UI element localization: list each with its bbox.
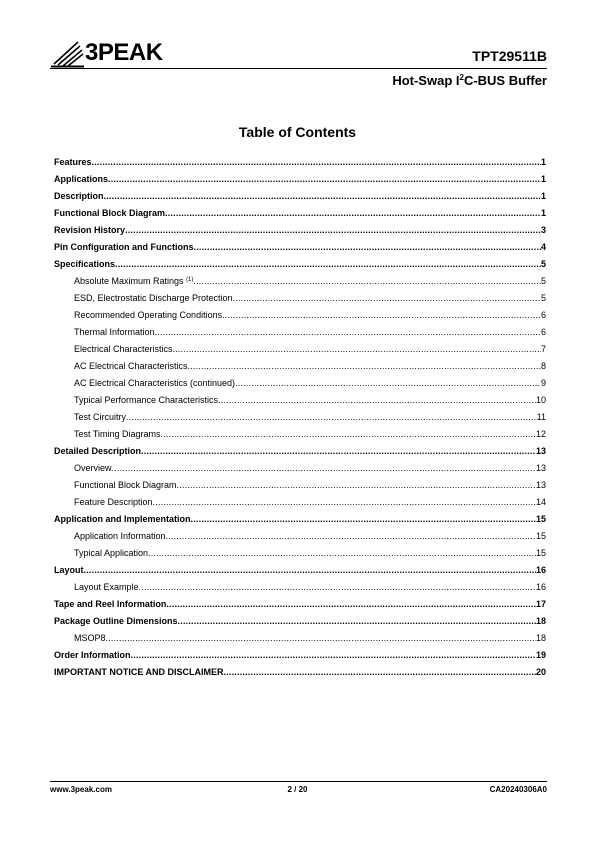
toc-entry-title xyxy=(54,256,115,273)
toc-dot-leader xyxy=(125,222,541,239)
toc-entry-title xyxy=(74,375,235,392)
toc-entry-title-text: Overview xyxy=(74,463,112,473)
toc-dot-leader xyxy=(194,239,541,256)
toc-entry-title-text: AC Electrical Characteristics (continued) xyxy=(74,378,236,388)
toc-entry-title-text: Tape and Reel Information xyxy=(54,599,167,609)
toc-entry-page-number: 13 xyxy=(535,463,546,473)
toc-dot-leader xyxy=(193,273,541,290)
toc-entry-title xyxy=(54,171,108,188)
toc-entry-title xyxy=(54,443,141,460)
toc-dot-leader xyxy=(218,392,536,409)
toc-entry-title-text: IMPORTANT NOTICE AND DISCLAIMER xyxy=(54,667,224,677)
toc-entry[interactable] xyxy=(54,579,546,596)
toc-entry-title xyxy=(74,307,222,324)
toc-entry-title xyxy=(74,392,218,409)
toc-entry-title-text: Functional Block Diagram xyxy=(54,208,166,218)
toc-entry-page-number: 1 xyxy=(540,191,546,201)
toc-entry-page-number: 18 xyxy=(535,616,546,626)
toc-entry-title-text: Test Timing Diagrams xyxy=(74,429,161,439)
footer-divider xyxy=(50,781,547,782)
toc-entry-title xyxy=(74,579,139,596)
toc-entry[interactable] xyxy=(54,273,546,290)
toc-entry-title xyxy=(74,545,148,562)
header-divider xyxy=(50,68,547,69)
toc-entry[interactable] xyxy=(54,630,546,647)
toc-entry[interactable] xyxy=(54,188,546,205)
toc-entry-title xyxy=(74,358,188,375)
toc-entry-title-text: MSOP8 xyxy=(74,633,106,643)
toc-dot-leader xyxy=(161,426,536,443)
toc-dot-leader xyxy=(166,528,536,545)
toc-entry-title-text: Layout xyxy=(54,565,84,575)
toc-entry-title xyxy=(74,477,177,494)
toc-entry[interactable] xyxy=(54,477,546,494)
subtitle-prefix: Hot-Swap I xyxy=(392,73,460,88)
logo-mountain-icon xyxy=(50,38,84,68)
toc-heading: Table of Contents xyxy=(238,124,357,140)
subtitle-suffix: C-BUS Buffer xyxy=(463,73,547,88)
toc-entry-title-text: Package Outline Dimensions xyxy=(54,616,178,626)
toc-entry-page-number: 8 xyxy=(540,361,546,371)
toc-entry-page-number: 9 xyxy=(540,378,546,388)
toc-dot-leader xyxy=(84,562,536,579)
toc-entry-page-number: 16 xyxy=(535,582,546,592)
footer-page-indicator: 2 / 20 xyxy=(287,785,308,794)
toc-entry-title-text: Application and Implementation xyxy=(54,514,191,524)
toc-entry-page-number: 15 xyxy=(535,548,546,558)
toc-entry-title-text: Features xyxy=(54,157,92,167)
toc-entry-title-text: Description xyxy=(54,191,104,201)
toc-entry[interactable] xyxy=(54,392,546,409)
toc-entry-title xyxy=(74,409,126,426)
toc-entry-page-number: 18 xyxy=(535,633,546,643)
toc-entry-title-text: Specifications xyxy=(54,259,116,269)
toc-dot-leader xyxy=(233,290,541,307)
toc-entry[interactable] xyxy=(54,664,546,681)
toc-entry-page-number: 13 xyxy=(535,480,546,490)
subtitle-superscript: 2 xyxy=(459,73,464,82)
toc-dot-leader xyxy=(235,375,541,392)
toc-entry-title xyxy=(54,239,194,256)
toc-dot-leader xyxy=(108,171,541,188)
toc-dot-leader xyxy=(153,494,536,511)
toc-entry[interactable] xyxy=(54,307,546,324)
toc-entry-page-number: 6 xyxy=(540,310,546,320)
toc-entry-page-number: 15 xyxy=(535,514,546,524)
toc-entry-page-number: 20 xyxy=(535,667,546,677)
toc-dot-leader xyxy=(126,409,537,426)
toc-entry-title xyxy=(74,290,233,307)
toc-entry[interactable] xyxy=(54,256,546,273)
toc-dot-leader xyxy=(224,664,536,681)
toc-entry-title-text: Applications xyxy=(54,174,109,184)
toc-entry-title xyxy=(74,341,173,358)
toc-entry-page-number: 10 xyxy=(535,395,546,405)
toc-entry-page-number: 13 xyxy=(535,446,546,456)
toc-entry[interactable] xyxy=(54,647,546,664)
toc-dot-leader xyxy=(115,256,541,273)
toc-entry-title xyxy=(74,273,193,290)
toc-entry-title-text: Feature Description xyxy=(74,497,153,507)
toc-entry-title-text: AC Electrical Characteristics xyxy=(74,361,188,371)
toc-entry-page-number: 7 xyxy=(540,344,546,354)
toc-entry[interactable] xyxy=(54,511,546,528)
toc-dot-leader xyxy=(106,630,536,647)
toc-entry-title-text: Absolute Maximum Ratings xyxy=(74,276,184,286)
toc-entry-title-text: Electrical Characteristics xyxy=(74,344,173,354)
toc-entry-title-text: Recommended Operating Conditions xyxy=(74,310,223,320)
toc-entry-title xyxy=(54,511,191,528)
footer-website-link[interactable]: www.3peak.com xyxy=(50,785,112,794)
toc-entry-title xyxy=(54,205,165,222)
toc-dot-leader xyxy=(148,545,536,562)
toc-entry[interactable] xyxy=(54,528,546,545)
toc-entry-page-number: 4 xyxy=(540,242,546,252)
toc-entry[interactable] xyxy=(54,494,546,511)
toc-dot-leader xyxy=(191,511,536,528)
toc-entry-page-number: 5 xyxy=(540,259,546,269)
toc-entry-title xyxy=(54,562,84,579)
toc-entry-title xyxy=(54,596,166,613)
toc-dot-leader xyxy=(139,579,536,596)
toc-entry-title-text: Typical Performance Characteristics xyxy=(74,395,219,405)
toc-entry-page-number: 1 xyxy=(540,157,546,167)
toc-entry-page-number: 12 xyxy=(535,429,546,439)
toc-dot-leader xyxy=(166,596,536,613)
company-logo xyxy=(50,38,185,68)
toc-entry-title xyxy=(74,630,106,647)
toc-entry-title xyxy=(74,528,166,545)
toc-dot-leader xyxy=(177,477,536,494)
toc-entry[interactable] xyxy=(54,375,546,392)
toc-entry-page-number: 5 xyxy=(540,293,546,303)
logo-text: 3PEAK xyxy=(85,39,163,66)
toc-entry-title-text: Detailed Description xyxy=(54,446,142,456)
toc-entry-page-number: 1 xyxy=(540,208,546,218)
toc-entry-title xyxy=(54,613,178,630)
toc-entry-title xyxy=(54,647,131,664)
toc-entry[interactable] xyxy=(54,341,546,358)
toc-entry-title xyxy=(54,188,104,205)
toc-entry-page-number: 3 xyxy=(540,225,546,235)
toc-entry-page-number: 16 xyxy=(535,565,546,575)
toc-dot-leader xyxy=(104,188,541,205)
toc-entry[interactable] xyxy=(54,222,546,239)
toc-entry-page-number: 17 xyxy=(535,599,546,609)
toc-entry[interactable] xyxy=(54,324,546,341)
toc-entry-title-text: Revision History xyxy=(54,225,126,235)
toc-entry-title xyxy=(74,494,153,511)
toc-dot-leader xyxy=(165,205,541,222)
toc-entry-title-text: Application Information xyxy=(74,531,166,541)
toc-entry-footnote-ref: (1) xyxy=(186,277,194,283)
toc-entry[interactable] xyxy=(54,239,546,256)
toc-dot-leader xyxy=(173,341,541,358)
toc-entry-title xyxy=(74,426,161,443)
toc-entry-title-text: Test Circuitry xyxy=(74,412,127,422)
toc-entry-title-text: Order Information xyxy=(54,650,131,660)
toc-entry-page-number: 5 xyxy=(540,276,546,286)
toc-dot-leader xyxy=(155,324,541,341)
toc-entry[interactable] xyxy=(54,545,546,562)
toc-entry-title-text: Functional Block Diagram xyxy=(74,480,177,490)
toc-dot-leader xyxy=(188,358,541,375)
part-number: TPT29511B xyxy=(472,48,547,64)
document-subtitle xyxy=(392,73,547,89)
toc-entry[interactable] xyxy=(54,171,546,188)
toc-entry[interactable] xyxy=(54,460,546,477)
toc-entry[interactable] xyxy=(54,409,546,426)
toc-entry-title-text: Thermal Information xyxy=(74,327,155,337)
toc-entry-page-number: 15 xyxy=(535,531,546,541)
toc-entry[interactable] xyxy=(54,562,546,579)
toc-entry[interactable] xyxy=(54,613,546,630)
toc-entry[interactable] xyxy=(54,205,546,222)
toc-entry[interactable] xyxy=(54,596,546,613)
toc-entry-page-number: 11 xyxy=(536,412,546,422)
toc-dot-leader xyxy=(178,613,536,630)
toc-entry[interactable] xyxy=(54,443,546,460)
toc-entry-title xyxy=(54,222,125,239)
toc-entry-title-text: Typical Application xyxy=(74,548,149,558)
toc-dot-leader xyxy=(141,443,536,460)
toc-dot-leader xyxy=(222,307,541,324)
table-of-contents xyxy=(54,154,546,681)
toc-entry[interactable] xyxy=(54,426,546,443)
toc-entry-page-number: 19 xyxy=(535,650,546,660)
toc-entry-page-number: 1 xyxy=(540,174,546,184)
toc-entry-title-text: Pin Configuration and Functions xyxy=(54,242,194,252)
toc-dot-leader xyxy=(92,154,541,171)
toc-entry[interactable] xyxy=(54,154,546,171)
toc-entry-page-number: 6 xyxy=(540,327,546,337)
toc-entry[interactable] xyxy=(54,290,546,307)
toc-entry[interactable] xyxy=(54,358,546,375)
toc-dot-leader xyxy=(131,647,536,664)
toc-entry-title xyxy=(74,460,112,477)
toc-entry-title-text: Layout Example xyxy=(74,582,139,592)
toc-entry-page-number: 14 xyxy=(535,497,546,507)
toc-entry-title xyxy=(54,154,92,171)
toc-entry-title xyxy=(74,324,155,341)
toc-dot-leader xyxy=(112,460,536,477)
footer-doc-code: CA20240306A0 xyxy=(489,785,547,794)
toc-entry-title xyxy=(54,664,224,681)
toc-entry-title-text: ESD, Electrostatic Discharge Protection xyxy=(74,293,233,303)
